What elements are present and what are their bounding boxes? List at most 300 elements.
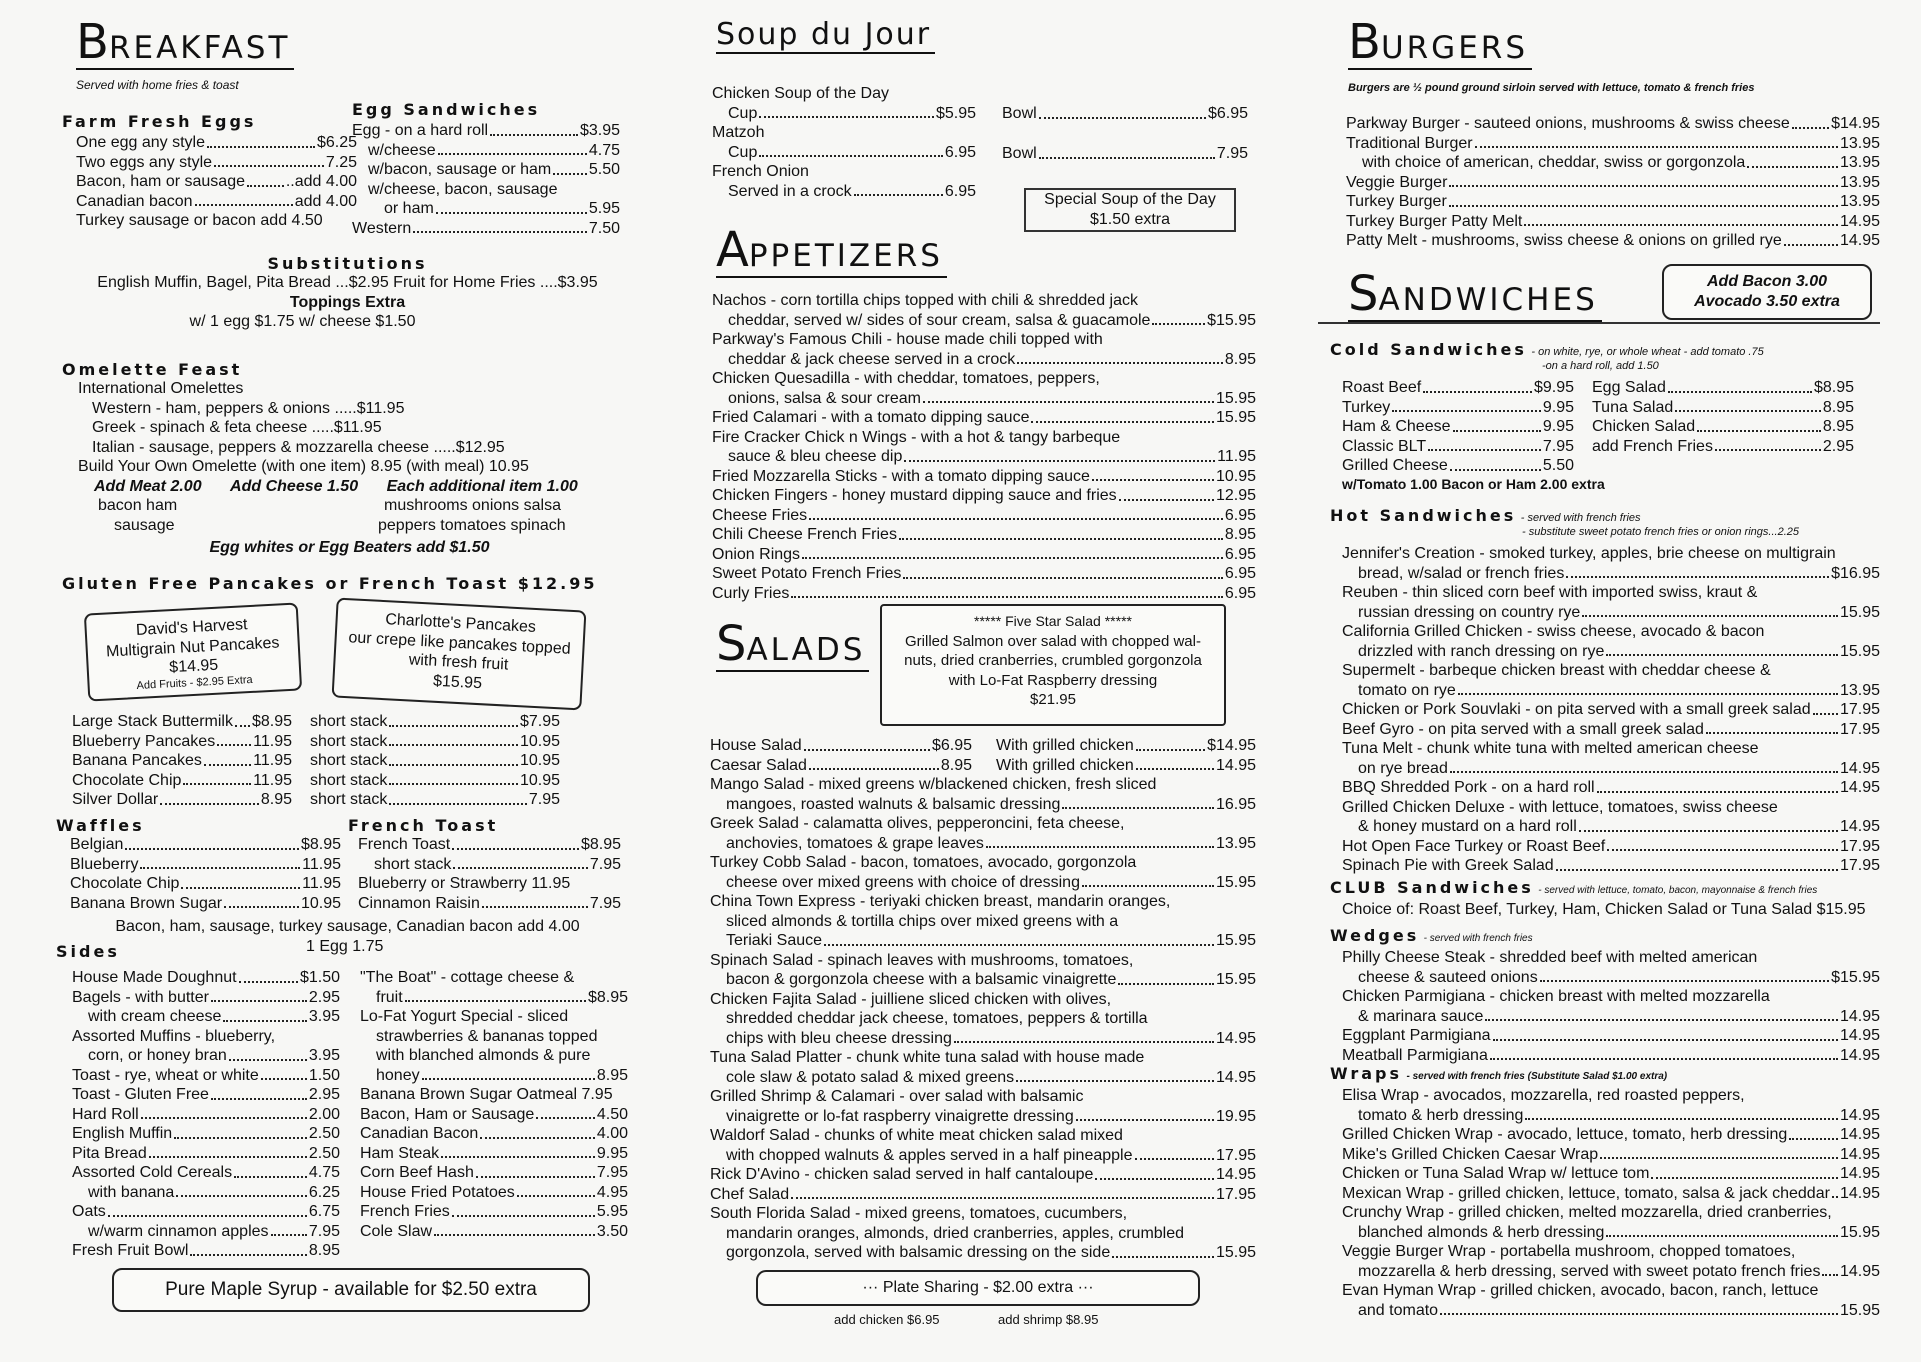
item-name: Large Stack Buttermilk — [72, 713, 233, 730]
menu-item — [1592, 378, 1854, 398]
dot-leader — [1450, 469, 1541, 471]
menu-item — [352, 160, 620, 180]
dot-leader — [1135, 1158, 1214, 1160]
item-name: Cup — [728, 104, 758, 122]
menu-item — [712, 506, 1256, 526]
menu-item — [72, 1241, 340, 1261]
menu-item — [360, 988, 628, 1008]
dot-leader — [1607, 849, 1838, 851]
item-price: $6.95 — [931, 737, 972, 754]
item-name: Rick D'Avino - chicken salad served in half cantaloupe — [710, 1166, 1094, 1183]
item-name: tomato on rye — [1358, 681, 1456, 699]
item-price: 17.95 — [1839, 720, 1880, 738]
item-name: Traditional Burger — [1346, 134, 1473, 152]
item-name: Caesar Salad — [710, 756, 807, 774]
menu-item — [710, 1029, 1256, 1049]
item-name: on rye bread — [1358, 759, 1448, 777]
item-name: Fire Cracker Chick n Wings - with a hot & tangy barbeque — [712, 428, 1121, 446]
item-name: mandarin oranges, almonds, dried cranberries, apples, crumbled — [726, 1224, 1185, 1242]
maple-syrup-text: Pure Maple Syrup - available for $2.50 extra — [165, 1279, 537, 1300]
farm-eggs-header: Farm Fresh Eggs — [62, 112, 257, 131]
menu-item — [72, 1183, 340, 1203]
substitutions-line: English Muffin, Bagel, Pita Bread ...$2.95 Fruit for Home Fries ....$3.95 — [97, 274, 598, 291]
maple-syrup-box — [112, 1268, 590, 1312]
omelette-item: Western - ham, peppers & onions .....$11.95 — [92, 399, 405, 417]
item-price: 10.95 — [519, 732, 560, 750]
dot-leader — [480, 1137, 595, 1139]
menu-item — [712, 162, 976, 182]
item-name: w/cheese — [368, 141, 436, 159]
item-price: 6.95 — [944, 182, 976, 200]
menu-item — [1592, 398, 1854, 418]
item-price: 17.95 — [1839, 837, 1880, 855]
item-name: Eggplant Parmigiana — [1342, 1027, 1491, 1044]
item-price: 6.95 — [1224, 565, 1256, 582]
title-initial: B — [1348, 14, 1381, 70]
menu-item — [1342, 603, 1880, 623]
menu-item — [1342, 1145, 1880, 1165]
special-soup-box — [1024, 188, 1236, 232]
dot-leader — [1597, 791, 1838, 793]
item-price: 15.95 — [1215, 1244, 1256, 1261]
item-name: Tuna Melt - chunk white tuna with melted american cheese — [1342, 740, 1759, 757]
dot-leader — [108, 1215, 307, 1217]
appetizers-list — [712, 291, 1256, 603]
item-price: 13.95 — [1839, 681, 1880, 699]
item-name: Curly Fries — [712, 584, 790, 602]
toppings-header: Toppings Extra — [289, 293, 406, 311]
dot-leader — [1668, 391, 1812, 393]
menu-item — [712, 369, 1256, 389]
bowl-price: 7.95 — [1216, 145, 1248, 162]
menu-item — [1342, 739, 1880, 759]
item-name: Philly Cheese Steak - shredded beef with melted american — [1342, 949, 1758, 966]
item-price: $6.25 — [316, 134, 357, 151]
menu-item — [358, 835, 621, 855]
menu-item — [712, 408, 1256, 428]
menu-item — [712, 291, 1256, 311]
item-name: Bagels - with butter — [72, 988, 209, 1006]
meats-add-line: Bacon, ham, sausage, turkey sausage, Canadian bacon add 4.00 — [115, 918, 580, 935]
sides-header: Sides — [56, 942, 120, 961]
five-star-price: $21.95 — [1030, 691, 1076, 708]
item-name: short stack — [310, 752, 388, 769]
menu-item — [1342, 1301, 1880, 1321]
add-bacon-box — [1662, 264, 1872, 320]
dot-leader — [904, 460, 1215, 462]
item-name: Chocolate Chip — [72, 771, 182, 789]
item-name: mozzarella & herb dressing, served with sweet potato french fries — [1358, 1262, 1821, 1280]
dot-leader — [1392, 410, 1541, 412]
item-price: 17.95 — [1839, 857, 1880, 874]
item-name: Two eggs any style — [76, 153, 213, 171]
dot-leader — [1062, 807, 1214, 809]
cold-note-2: -on a hard roll, add 1.50 — [1542, 360, 1659, 372]
burgers-title — [1348, 14, 1532, 70]
menu-item — [712, 486, 1256, 506]
menu-item — [712, 447, 1256, 467]
dot-leader — [476, 1176, 595, 1178]
item-name: add French Fries — [1592, 437, 1713, 455]
dot-leader — [1792, 127, 1829, 129]
salads-title — [716, 616, 869, 672]
title-initial: S — [1348, 266, 1379, 322]
item-price: 14.95 — [1215, 756, 1256, 774]
bowl-price: $6.95 — [1207, 105, 1248, 122]
item-price: 7.95 — [596, 1164, 628, 1181]
soup-list — [712, 84, 976, 201]
dot-leader — [1675, 410, 1821, 412]
item-name: sliced almonds & tortilla chips over mixed greens with a — [726, 912, 1119, 930]
menu-item — [72, 968, 340, 988]
item-price: 8.95 — [308, 1242, 340, 1259]
pancake-row — [72, 732, 632, 752]
menu-item — [360, 1183, 628, 1203]
gluten-free-line: Gluten Free Pancakes or French Toast $12.95 — [62, 574, 598, 593]
item-name: "The Boat" - cottage cheese & — [360, 969, 575, 986]
item-price: $8.95 — [251, 713, 292, 730]
item-price: 15.95 — [1215, 389, 1256, 407]
title-rest: ANDWICHES — [1378, 282, 1598, 318]
item-price: 3.95 — [308, 1008, 340, 1025]
menu-item — [1342, 798, 1880, 818]
item-price: 15.95 — [1839, 1223, 1880, 1241]
item-name: onions, salsa & sour cream — [728, 389, 921, 407]
dot-leader — [791, 1197, 1214, 1199]
item-price: 17.95 — [1215, 1146, 1256, 1164]
item-price: $3.95 — [579, 122, 620, 139]
item-name: Mango Salad - mixed greens w/blackened chicken, fresh sliced — [710, 776, 1157, 793]
davids-price: $14.95 — [168, 656, 219, 677]
item-price: 11.95 — [253, 771, 292, 789]
menu-item — [310, 751, 560, 771]
dot-leader — [517, 1195, 595, 1197]
dot-leader — [1715, 449, 1821, 451]
hot-header: Hot Sandwiches — [1330, 506, 1517, 525]
charlottes-pancakes-box — [332, 598, 587, 711]
item-price: 7.95 — [589, 855, 621, 873]
omelette-section — [62, 360, 637, 558]
club-header: CLUB Sandwiches — [1330, 878, 1534, 897]
item-name: French Onion — [712, 163, 809, 180]
item-price: 1.50 — [308, 1066, 340, 1084]
item-name: Sweet Potato French Fries — [712, 565, 902, 582]
dot-leader — [1832, 1196, 1838, 1198]
item-name: cheddar, served w/ sides of sour cream, salsa & guacamole — [728, 311, 1151, 329]
menu-item — [76, 133, 357, 153]
item-price: 2.95 — [1822, 437, 1854, 455]
dot-leader — [1566, 576, 1829, 578]
item-price: 8.95 — [1822, 418, 1854, 435]
item-price: 8.95 — [1822, 398, 1854, 416]
item-price: 14.95 — [1839, 1165, 1880, 1182]
item-price: 6.25 — [308, 1183, 340, 1201]
item-name: Jennifer's Creation - smoked turkey, apples, brie cheese on multigrain — [1342, 545, 1836, 562]
item-name: tomato & herb dressing — [1358, 1106, 1524, 1124]
item-name: Teriaki Sauce — [726, 932, 823, 949]
waffles-list — [56, 835, 341, 913]
dot-leader — [149, 1156, 307, 1158]
item-name: Hard Roll — [72, 1105, 139, 1123]
item-price: 9.95 — [596, 1144, 628, 1162]
item-name: Parkway's Famous Chili - house made chili topped with — [712, 331, 1103, 348]
item-price: 4.95 — [596, 1183, 628, 1201]
charlottes-desc: our crepe like pancakes topped — [348, 628, 572, 658]
item-name: Grilled Chicken Deluxe - with lettuce, tomatoes, swiss cheese — [1342, 798, 1778, 816]
meat-options: bacon ham — [98, 497, 178, 514]
dot-leader — [1152, 323, 1205, 325]
sandwiches-divider — [1318, 322, 1880, 324]
dot-leader — [452, 1215, 595, 1217]
add-chicken: add chicken $6.95 — [834, 1312, 940, 1327]
menu-item — [1342, 1262, 1880, 1282]
cold-right-list — [1592, 378, 1854, 456]
dot-leader — [1582, 615, 1838, 617]
item-name: Chicken Soup of the Day — [712, 85, 889, 102]
menu-item — [310, 732, 560, 752]
menu-item — [76, 192, 357, 212]
menu-item — [72, 1027, 340, 1047]
french-toast-section — [348, 816, 621, 913]
dot-leader — [1525, 1118, 1838, 1120]
item-name: Chicken Quesadilla - with cheddar, tomatoes, peppers, — [712, 370, 1100, 387]
international-omelettes: International Omelettes — [78, 380, 244, 397]
item-name: Fried Mozzarella Sticks - with a tomato dipping sauce — [712, 467, 1090, 485]
item-price: 13.95 — [1839, 154, 1880, 171]
item-name: English Muffin — [72, 1125, 173, 1142]
item-price: 15.95 — [1839, 642, 1880, 660]
build-your-own-omelette: Build Your Own Omelette (with one item) 8.95 (with meal) 10.95 — [78, 458, 529, 475]
charlottes-price: $15.95 — [432, 672, 483, 692]
dot-leader — [261, 1078, 307, 1080]
item-name: Spinach Salad - spinach leaves with mushrooms, tomatoes, — [710, 951, 1134, 969]
omelette-fillings — [62, 496, 637, 536]
dot-leader — [1449, 185, 1838, 187]
dot-leader — [1556, 869, 1838, 871]
dot-leader — [389, 725, 518, 727]
menu-item — [1342, 622, 1880, 642]
item-name: Toast - rye, wheat or white — [72, 1066, 259, 1084]
menu-item — [1342, 1223, 1880, 1243]
charlottes-name: Charlotte's Pancakes — [384, 611, 537, 636]
menu-item — [352, 199, 620, 219]
omelette-header: Omelette Feast — [62, 360, 243, 379]
menu-item — [710, 775, 1256, 795]
dot-leader — [436, 212, 587, 214]
menu-item — [360, 1046, 628, 1066]
item-name: Nachos - corn tortilla chips topped with chili & shredded jack — [712, 292, 1138, 309]
hot-sandwiches-header — [1330, 506, 1641, 526]
item-price: 8.95 — [1224, 350, 1256, 368]
menu-item — [72, 771, 292, 791]
five-star-desc: with Lo-Fat Raspberry dressing — [948, 671, 1158, 689]
item-price: 4.75 — [308, 1164, 340, 1181]
menu-item — [1342, 642, 1880, 662]
dot-leader — [1524, 224, 1838, 226]
dot-leader — [214, 165, 324, 167]
item-price: 8.95 — [260, 791, 292, 808]
item-name: with blanched almonds & pure — [376, 1047, 591, 1064]
item-name: Bacon, Ham or Sausage — [360, 1105, 535, 1123]
dot-leader — [140, 867, 300, 869]
cold-note: - on white, rye, or whole wheat - add tomato .75 — [1531, 346, 1764, 358]
dot-leader — [176, 1195, 307, 1197]
item-price: 7.25 — [325, 153, 357, 171]
toppings-line: w/ 1 egg $1.75 w/ cheese $1.50 — [189, 313, 416, 330]
item-name: w/warm cinnamon apples — [88, 1222, 269, 1240]
item-name: Grilled Shrimp & Calamari - over salad with balsamic — [710, 1088, 1084, 1105]
dot-leader — [1017, 362, 1223, 364]
dot-leader — [1016, 1080, 1214, 1082]
item-name: w/cheese, bacon, sausage — [368, 180, 558, 198]
item-name: House Salad — [710, 737, 802, 754]
club-line: Choice of: Roast Beef, Turkey, Ham, Chicken Salad or Tuna Salad $15.95 — [1342, 901, 1866, 918]
menu-item — [1342, 968, 1880, 988]
item-name: Fried Calamari - with a tomato dipping sauce — [712, 409, 1030, 426]
menu-item — [710, 1107, 1256, 1127]
dot-leader — [125, 848, 299, 850]
dot-leader — [247, 185, 284, 187]
item-price: 2.50 — [308, 1144, 340, 1162]
menu-item — [70, 855, 341, 875]
item-name: House Fried Potatoes — [360, 1183, 515, 1201]
item-price: 7.95 — [308, 1222, 340, 1240]
menu-item — [1342, 378, 1574, 398]
item-price: 6.75 — [308, 1203, 340, 1220]
menu-item — [712, 350, 1256, 370]
menu-item — [710, 873, 1256, 893]
davids-note: Add Fruits - $2.95 Extra — [136, 673, 253, 692]
item-price: 14.95 — [1839, 1046, 1880, 1064]
dot-leader — [1579, 830, 1838, 832]
item-name: Veggie Burger Wrap - portabella mushroom, chopped tomatoes, — [1342, 1243, 1796, 1260]
item-name: Chicken Fingers - honey mustard dipping sauce and fries — [712, 487, 1117, 504]
menu-item — [310, 790, 560, 810]
menu-item — [1346, 114, 1880, 134]
menu-item — [710, 1048, 1256, 1068]
menu-item — [710, 1165, 1256, 1185]
menu-item — [1342, 700, 1880, 720]
menu-item — [1342, 681, 1880, 701]
item-name: fruit — [376, 988, 403, 1006]
dot-leader — [1450, 771, 1838, 773]
item-name: short stack — [310, 732, 388, 750]
menu-item — [1342, 1184, 1880, 1204]
item-name: Matzoh — [712, 124, 765, 141]
menu-item — [358, 855, 621, 875]
dot-leader — [553, 173, 587, 175]
dot-leader — [482, 906, 588, 908]
soup-bowl-2 — [1002, 144, 1248, 164]
cold-extra: w/Tomato 1.00 Bacon or Ham 2.00 extra — [1342, 476, 1605, 492]
menu-item — [710, 912, 1256, 932]
item-name: Waldorf Salad - chunks of white meat chicken salad mixed — [710, 1127, 1123, 1144]
burgers-note: Burgers are ½ pound ground sirloin served with lettuce, tomato & french fries — [1348, 82, 1755, 94]
item-name: Canadian Bacon — [360, 1125, 479, 1142]
menu-item — [360, 1202, 628, 1222]
item-price: 11.95 — [253, 752, 292, 769]
menu-item — [712, 84, 976, 104]
item-price: 10.95 — [1215, 467, 1256, 485]
club-note: - served with lettuce, tomato, bacon, mayonnaise & french fries — [1538, 885, 1818, 896]
cold-header: Cold Sandwiches — [1330, 340, 1527, 359]
soup-bowl-1 — [1002, 104, 1248, 124]
menu-item — [710, 1087, 1256, 1107]
menu-item — [710, 795, 1256, 815]
menu-item — [1346, 212, 1880, 232]
title-initial: B — [76, 14, 109, 70]
item-price: add 4.00 — [294, 192, 357, 210]
title-rest: REAKFAST — [108, 30, 291, 66]
item-price: 4.75 — [588, 141, 620, 159]
charlottes-desc-2: with fresh fruit — [408, 651, 509, 674]
item-price: 13.95 — [1839, 173, 1880, 191]
item-name: Ham Steak — [360, 1144, 440, 1162]
item-price: 14.95 — [1839, 1007, 1880, 1025]
item-name: Western — [352, 219, 412, 237]
dot-leader — [271, 1234, 307, 1236]
menu-item — [710, 1126, 1256, 1146]
dot-leader — [1112, 1256, 1214, 1258]
dot-leader — [1706, 732, 1838, 734]
item-name: Blueberry or Strawberry 11.95 — [358, 875, 571, 892]
dot-leader — [1119, 499, 1214, 501]
item-price: 15.95 — [1839, 1301, 1880, 1319]
hot-note: - served with french fries — [1520, 512, 1641, 524]
menu-item — [710, 834, 1256, 854]
item-name: bread, w/salad or french fries — [1358, 564, 1565, 582]
dot-leader — [204, 764, 251, 766]
item-price: $7.95 — [519, 713, 560, 730]
item-name: California Grilled Chicken - swiss cheese, avocado & bacon — [1342, 623, 1765, 640]
menu-item — [360, 1027, 628, 1047]
wraps-title: Wraps — [1330, 1064, 1403, 1083]
dot-leader — [389, 783, 518, 785]
item-price: 10.95 — [300, 894, 341, 912]
item-price: 7.50 — [588, 219, 620, 237]
egg-sandwiches-section — [352, 100, 620, 238]
item-price: 2.95 — [308, 1086, 340, 1103]
item-name: Chef Salad — [710, 1185, 790, 1203]
item-name: House Made Doughnut — [72, 969, 237, 986]
menu-item — [1342, 398, 1574, 418]
breakfast-column — [56, 0, 635, 1362]
item-name: Blueberry Pancakes — [72, 732, 216, 750]
menu-item — [352, 121, 620, 141]
item-price: 10.95 — [519, 771, 560, 789]
item-name: short stack — [374, 855, 452, 873]
item-price: 9.95 — [1542, 398, 1574, 416]
menu-item — [1346, 153, 1880, 173]
item-name: Chocolate Chip — [70, 875, 180, 892]
menu-item — [712, 525, 1256, 545]
dot-leader — [490, 134, 578, 136]
menu-item — [710, 814, 1256, 834]
menu-item — [76, 211, 357, 231]
menu-item — [72, 1144, 340, 1164]
menu-item — [360, 1144, 628, 1164]
dot-leader — [1095, 1178, 1214, 1180]
item-name: Cheese Fries — [712, 506, 808, 524]
hot-sandwiches-list — [1342, 544, 1880, 876]
add-bacon: Add Bacon 3.00 — [1706, 273, 1828, 290]
item-name: Cole Slaw — [360, 1222, 433, 1240]
dot-leader — [1423, 391, 1532, 393]
menu-item — [1342, 1026, 1880, 1046]
dot-leader — [229, 1059, 307, 1061]
dot-leader — [854, 194, 943, 196]
farm-eggs-list — [62, 133, 357, 231]
